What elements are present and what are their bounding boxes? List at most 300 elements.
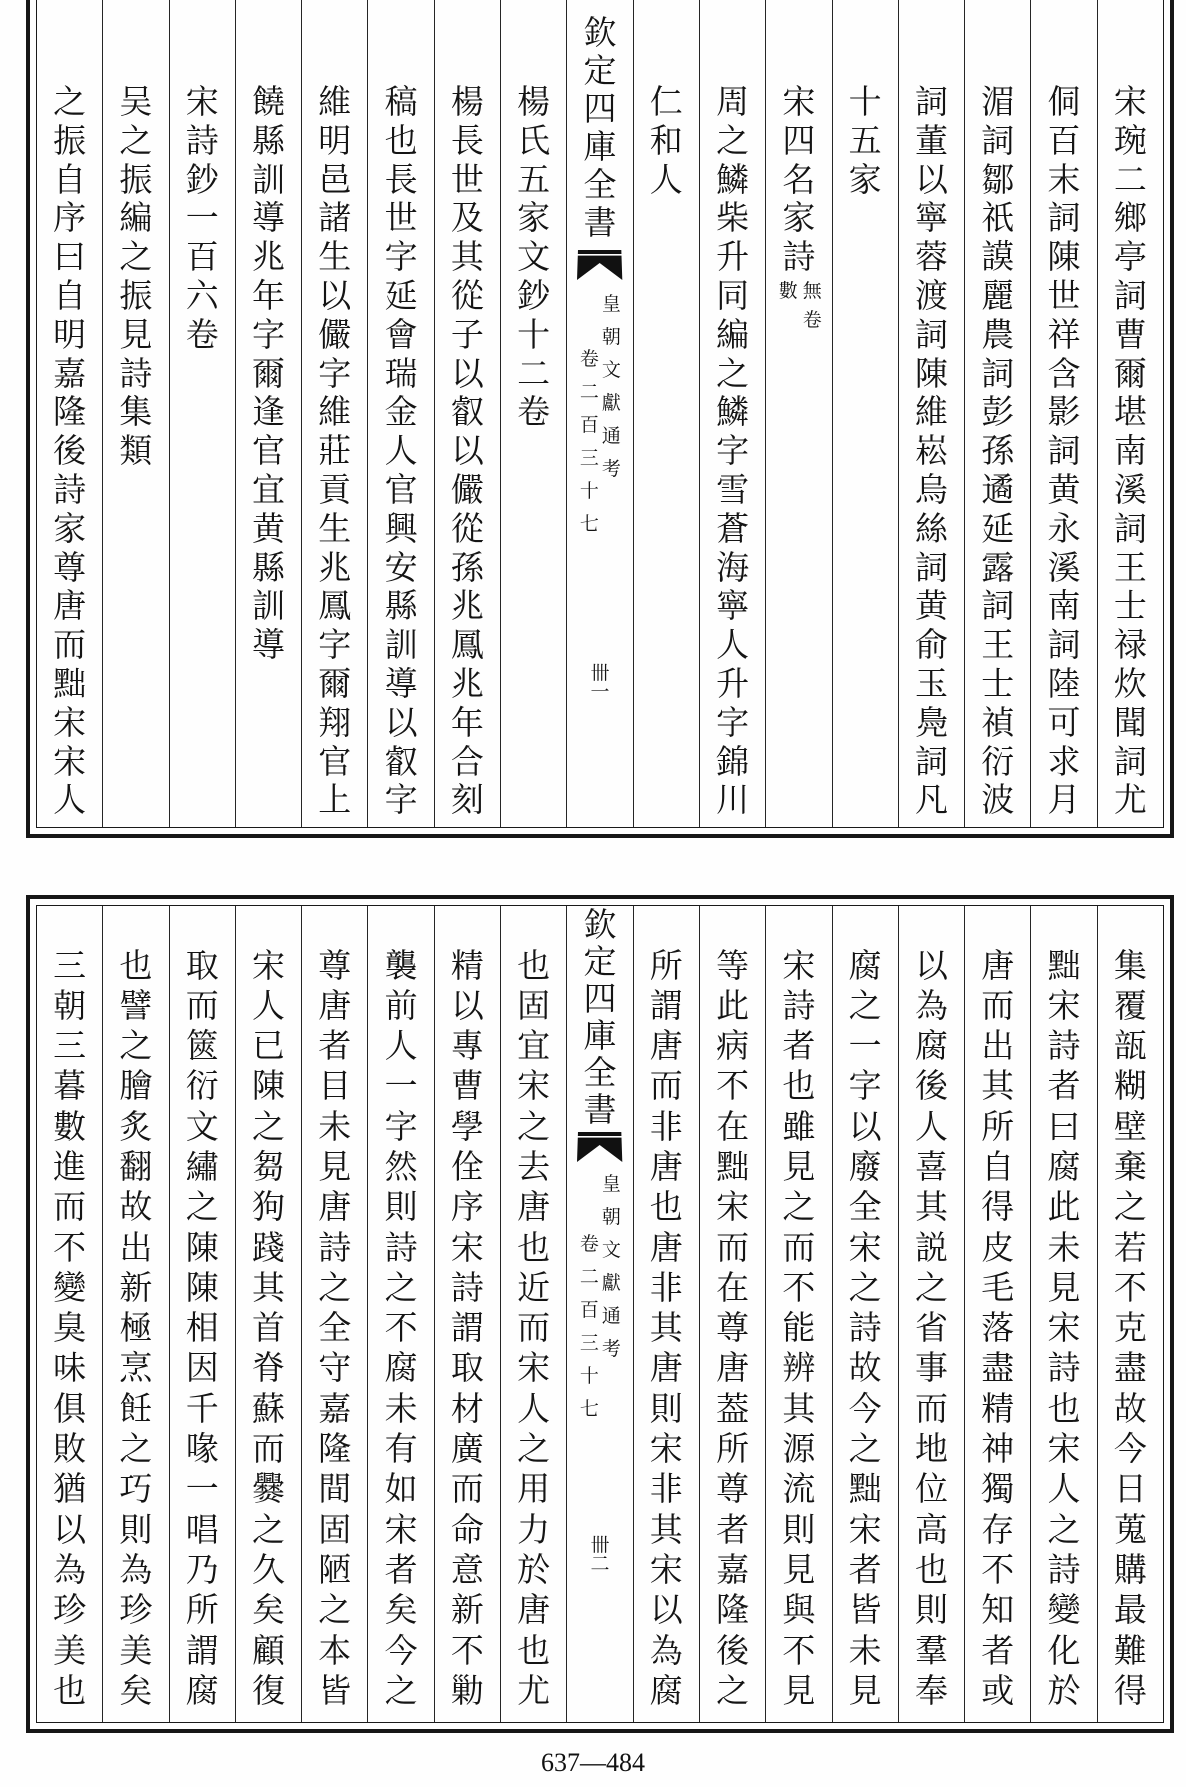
character: 百 <box>185 237 219 277</box>
character: 其 <box>649 1509 683 1549</box>
character: 寧 <box>716 586 750 626</box>
character: 三 <box>53 945 87 985</box>
character: 炊 <box>1113 663 1147 703</box>
character: 文 <box>185 1106 219 1146</box>
character: 渡 <box>914 275 948 315</box>
character: 考 <box>601 458 621 480</box>
column-text <box>501 946 566 1712</box>
character: 維 <box>318 392 352 432</box>
character: 腐 <box>384 1348 418 1388</box>
character: 非 <box>649 1106 683 1146</box>
character: 人 <box>649 159 683 199</box>
character: 詩 <box>185 120 219 160</box>
character: 譬 <box>119 985 153 1025</box>
character: 唐 <box>517 1590 551 1630</box>
column-text <box>833 946 898 1712</box>
character: 嘉 <box>716 1549 750 1589</box>
character: 者 <box>782 1026 816 1066</box>
character: 振 <box>119 275 153 315</box>
text-column <box>832 906 898 1722</box>
character: 縣 <box>251 120 285 160</box>
character: 堪 <box>1113 392 1147 432</box>
character: 維 <box>914 392 948 432</box>
character: 相 <box>185 1308 219 1348</box>
character: 之 <box>384 1670 418 1710</box>
character: 字 <box>848 1066 882 1106</box>
character: 詩 <box>782 237 816 277</box>
character: 尤 <box>517 1670 551 1710</box>
character: 六 <box>185 275 219 315</box>
character: 宋 <box>53 741 87 781</box>
character: 壁 <box>1113 1106 1147 1146</box>
character: 俞 <box>914 625 948 665</box>
character: 爾 <box>251 353 285 393</box>
character: 取 <box>185 945 219 985</box>
character: 化 <box>1047 1630 1081 1670</box>
character: 宜 <box>251 469 285 509</box>
column-text <box>899 946 964 1712</box>
character: 蒐 <box>1113 1509 1147 1549</box>
character: 為 <box>649 1630 683 1670</box>
character: 位 <box>914 1469 948 1509</box>
character: 鈔 <box>185 159 219 199</box>
character: 見 <box>848 1670 882 1710</box>
character: 喙 <box>185 1429 219 1469</box>
character: 生 <box>318 508 352 548</box>
character: 同 <box>716 275 750 315</box>
character: 故 <box>1113 1388 1147 1428</box>
character: 喜 <box>914 1146 948 1186</box>
character: 類 <box>119 431 153 471</box>
footer-page-label: 637—484 <box>541 1748 645 1777</box>
character: 求 <box>1047 741 1081 781</box>
character: 聞 <box>1113 702 1147 742</box>
text-column <box>898 0 964 827</box>
character: 者 <box>981 1630 1015 1670</box>
character: 定 <box>583 942 617 981</box>
character: 唐 <box>981 945 1015 985</box>
character: 之 <box>517 1106 551 1146</box>
character: 卌 <box>590 1534 610 1556</box>
character: 唐 <box>649 1227 683 1267</box>
character: 新 <box>119 1267 153 1307</box>
character: 之 <box>53 82 87 121</box>
character: 宋 <box>517 1066 551 1106</box>
character: 皇 <box>601 293 621 315</box>
character: 腐 <box>185 1670 219 1710</box>
character: 絲 <box>914 508 948 548</box>
character: 取 <box>450 1348 484 1388</box>
character: 專 <box>450 1026 484 1066</box>
text-column <box>235 906 301 1722</box>
character: 敗 <box>53 1429 87 1469</box>
character: 葢 <box>716 1388 750 1428</box>
character: 後 <box>716 1630 750 1670</box>
character: 宜 <box>517 1026 551 1066</box>
interlinear-note-right <box>801 277 823 335</box>
character: 意 <box>450 1549 484 1589</box>
character: 月 <box>1047 780 1081 820</box>
character: 兆 <box>450 586 484 626</box>
character: 知 <box>981 1590 1015 1630</box>
character: 也 <box>1047 1388 1081 1428</box>
character: 升 <box>716 237 750 277</box>
character: 此 <box>1047 1187 1081 1227</box>
character: 尊 <box>53 547 87 587</box>
character: 祥 <box>1047 314 1081 354</box>
page-frame <box>36 905 1164 1723</box>
character: 命 <box>450 1509 484 1549</box>
character: 隆 <box>53 392 87 432</box>
character: 出 <box>119 1227 153 1267</box>
character: 永 <box>1047 508 1081 548</box>
character: 詞 <box>914 314 948 354</box>
character: 也 <box>782 1066 816 1106</box>
character: 臭 <box>53 1308 87 1348</box>
character: 其 <box>251 1267 285 1307</box>
character: 瓿 <box>1113 1026 1147 1066</box>
column-text <box>236 83 301 665</box>
character: 三 <box>53 1026 87 1066</box>
character: 諸 <box>318 198 352 238</box>
text-column <box>964 0 1030 827</box>
character: 尊 <box>318 945 352 985</box>
character: 則 <box>119 1509 153 1549</box>
character: 鳳 <box>450 625 484 665</box>
character: 今 <box>848 1388 882 1428</box>
character: 自 <box>53 275 87 315</box>
character: 書 <box>583 1090 617 1129</box>
column-text <box>1098 946 1163 1712</box>
character: 人 <box>716 625 750 665</box>
character: 見 <box>782 1549 816 1589</box>
character: 襲 <box>384 945 418 985</box>
character: 延 <box>981 508 1015 548</box>
character: 力 <box>517 1509 551 1549</box>
character: 十 <box>517 314 551 354</box>
character: 久 <box>251 1549 285 1589</box>
character: 彭 <box>981 392 1015 432</box>
column-text <box>435 83 500 820</box>
character: 目 <box>318 1066 352 1106</box>
character: 其 <box>981 1066 1015 1106</box>
text-column <box>367 906 433 1722</box>
character: 人 <box>384 1026 418 1066</box>
character: 其 <box>914 1187 948 1227</box>
character: 三 <box>579 1332 599 1354</box>
character: 詞 <box>1047 198 1081 238</box>
character: 宋 <box>782 82 816 121</box>
character: 官 <box>384 469 418 509</box>
character: 之 <box>318 1590 352 1630</box>
character: 唐 <box>53 586 87 626</box>
character: 而 <box>517 1308 551 1348</box>
character: 訓 <box>384 625 418 665</box>
text-column <box>500 906 566 1722</box>
page-frame <box>36 0 1164 828</box>
character: 也 <box>53 1670 87 1710</box>
column-text <box>833 83 898 199</box>
character: 炙 <box>119 1106 153 1146</box>
character: 朝 <box>601 1206 621 1228</box>
column-text <box>37 83 102 820</box>
character: 人 <box>1047 1469 1081 1509</box>
character: 鄒 <box>981 159 1015 199</box>
character: 勦 <box>450 1670 484 1710</box>
character: 安 <box>384 547 418 587</box>
character: 唐 <box>716 1348 750 1388</box>
character: 有 <box>384 1429 418 1469</box>
character: 二 <box>1113 159 1147 199</box>
character: 最 <box>1113 1590 1147 1630</box>
character: 年 <box>450 702 484 742</box>
character: 不 <box>384 1308 418 1348</box>
character: 間 <box>318 1469 352 1509</box>
character: 縣 <box>384 586 418 626</box>
text-column <box>434 0 500 827</box>
character: 神 <box>981 1429 1015 1469</box>
character: 宋 <box>1047 1308 1081 1348</box>
character: 落 <box>981 1308 1015 1348</box>
character: 故 <box>119 1187 153 1227</box>
character: 獻 <box>601 1272 621 1294</box>
character: 以 <box>318 275 352 315</box>
text-column <box>37 0 102 827</box>
character: 踐 <box>251 1227 285 1267</box>
character: 而 <box>251 1429 285 1469</box>
character: 未 <box>318 1106 352 1146</box>
character: 則 <box>782 1509 816 1549</box>
character: 芻 <box>251 1146 285 1186</box>
character: 家 <box>53 508 87 548</box>
character: 以 <box>450 985 484 1025</box>
character: 陳 <box>251 1066 285 1106</box>
character: 之 <box>251 1106 285 1146</box>
character: 詞 <box>914 82 948 121</box>
character: 叡 <box>384 741 418 781</box>
character: 四 <box>583 979 617 1018</box>
character: 者 <box>318 1026 352 1066</box>
character: 字 <box>251 314 285 354</box>
character: 宋 <box>649 1549 683 1589</box>
character: 固 <box>517 985 551 1025</box>
character: 之 <box>1113 1187 1147 1227</box>
character: 唐 <box>318 1187 352 1227</box>
column-text <box>103 83 168 471</box>
text-column <box>633 906 699 1722</box>
character: 宋 <box>251 945 285 985</box>
character: 百 <box>1047 120 1081 160</box>
text-column <box>898 906 964 1722</box>
character: 字 <box>384 1106 418 1146</box>
character: 而 <box>450 1469 484 1509</box>
character: 儼 <box>318 314 352 354</box>
character: 陳 <box>185 1267 219 1307</box>
character: 年 <box>251 275 285 315</box>
character: 烏 <box>914 469 948 509</box>
character: 鄉 <box>1113 198 1147 238</box>
column-text <box>700 83 765 820</box>
character: 溪 <box>1047 547 1081 587</box>
character: 二 <box>517 353 551 393</box>
character: 膾 <box>119 1066 153 1106</box>
character: 農 <box>981 314 1015 354</box>
column-text <box>368 946 433 1712</box>
banxin-header <box>567 14 632 242</box>
text-column <box>301 906 367 1722</box>
character: 見 <box>318 1146 352 1186</box>
text-column <box>169 906 235 1722</box>
text-column <box>699 906 765 1722</box>
character: 事 <box>914 1348 948 1388</box>
character: 黜 <box>716 1146 750 1186</box>
character: 曰 <box>53 237 87 277</box>
character: 於 <box>517 1549 551 1589</box>
character: 侗 <box>1047 82 1081 121</box>
text-column <box>367 0 433 827</box>
character: 自 <box>53 159 87 199</box>
character: 材 <box>450 1388 484 1428</box>
character: 逢 <box>251 392 285 432</box>
character: 及 <box>450 198 484 238</box>
character: 矣 <box>119 1670 153 1710</box>
character: 之 <box>914 1267 948 1307</box>
column-text <box>634 946 699 1712</box>
character: 朝 <box>53 985 87 1025</box>
character: 編 <box>716 314 750 354</box>
character: 也 <box>649 1187 683 1227</box>
character: 十 <box>848 82 882 121</box>
character: 脊 <box>251 1348 285 1388</box>
character: 合 <box>450 741 484 781</box>
character: 已 <box>251 1026 285 1066</box>
character: 明 <box>53 314 87 354</box>
character: 詩 <box>1047 1348 1081 1388</box>
character: 詩 <box>53 469 87 509</box>
character: 之 <box>384 1267 418 1307</box>
column-text <box>965 946 1030 1712</box>
character: 之 <box>119 120 153 160</box>
character: 見 <box>782 1146 816 1186</box>
character: 詩 <box>119 353 153 393</box>
character: 衍 <box>185 1066 219 1106</box>
character: 之 <box>1047 1509 1081 1549</box>
character: 暮 <box>53 1066 87 1106</box>
character: 見 <box>1047 1267 1081 1307</box>
character: 與 <box>782 1590 816 1630</box>
character: 奉 <box>914 1670 948 1710</box>
banxin-column <box>566 906 632 1722</box>
character: 佺 <box>450 1146 484 1186</box>
character: 謂 <box>185 1630 219 1670</box>
character: 然 <box>384 1146 418 1186</box>
character: 而 <box>981 985 1015 1025</box>
character: 士 <box>1113 586 1147 626</box>
character: 唐 <box>649 1348 683 1388</box>
character: 詞 <box>914 547 948 587</box>
character: 省 <box>914 1308 948 1348</box>
character: 人 <box>914 1106 948 1146</box>
character: 首 <box>251 1308 285 1348</box>
character: 曹 <box>1113 314 1147 354</box>
character: 可 <box>1047 702 1081 742</box>
character: 翻 <box>119 1146 153 1186</box>
character: 集 <box>119 392 153 432</box>
character: 家 <box>782 198 816 238</box>
character: 字 <box>716 431 750 471</box>
character: 源 <box>782 1429 816 1469</box>
character: 二 <box>579 1266 599 1288</box>
character: 詩 <box>384 1227 418 1267</box>
character: 隆 <box>716 1590 750 1630</box>
character: 遹 <box>981 469 1015 509</box>
character: 瑞 <box>384 353 418 393</box>
character: 美 <box>53 1630 87 1670</box>
character: 盡 <box>981 1348 1015 1388</box>
character: 宋 <box>450 1227 484 1267</box>
character: 糊 <box>1113 1066 1147 1106</box>
character: 南 <box>1113 431 1147 471</box>
character: 百 <box>579 1299 599 1321</box>
character: 説 <box>914 1227 948 1267</box>
character: 之 <box>716 120 750 160</box>
character: 宋 <box>848 1227 882 1267</box>
character: 爾 <box>318 663 352 703</box>
column-text <box>37 946 102 1712</box>
text-column <box>169 0 235 827</box>
character: 唐 <box>517 1187 551 1227</box>
character: 變 <box>53 1267 87 1307</box>
character: 全 <box>583 1053 617 1092</box>
character: 字 <box>716 702 750 742</box>
character: 一 <box>384 1066 418 1106</box>
character: 海 <box>716 547 750 587</box>
character: 陳 <box>185 1227 219 1267</box>
character: 莊 <box>318 431 352 471</box>
character: 謂 <box>450 1308 484 1348</box>
character: 麗 <box>981 275 1015 315</box>
character: 和 <box>649 120 683 160</box>
banxin-book-title <box>600 1168 622 1366</box>
character: 非 <box>649 1469 683 1509</box>
character: 陳 <box>914 353 948 393</box>
column-text <box>1031 946 1096 1712</box>
character: 宋 <box>1113 82 1147 121</box>
text-column <box>434 906 500 1722</box>
character: 川 <box>716 780 750 820</box>
character: 長 <box>384 159 418 199</box>
character: 集 <box>1113 945 1147 985</box>
character: 編 <box>119 198 153 238</box>
character: 學 <box>450 1106 484 1146</box>
character: 獻 <box>601 392 621 414</box>
character: 本 <box>318 1630 352 1670</box>
character: 升 <box>716 663 750 703</box>
character: 振 <box>119 159 153 199</box>
character: 含 <box>1047 353 1081 393</box>
character: 尤 <box>1113 780 1147 820</box>
character: 詞 <box>981 586 1015 626</box>
character: 鳳 <box>318 586 352 626</box>
character: 子 <box>450 314 484 354</box>
character: 錦 <box>716 741 750 781</box>
text-column <box>102 0 168 827</box>
fishtail-ornament <box>577 1132 622 1162</box>
column-text <box>170 83 235 355</box>
text-column <box>301 0 367 827</box>
character: 稿 <box>384 82 418 121</box>
character: 詞 <box>981 120 1015 160</box>
